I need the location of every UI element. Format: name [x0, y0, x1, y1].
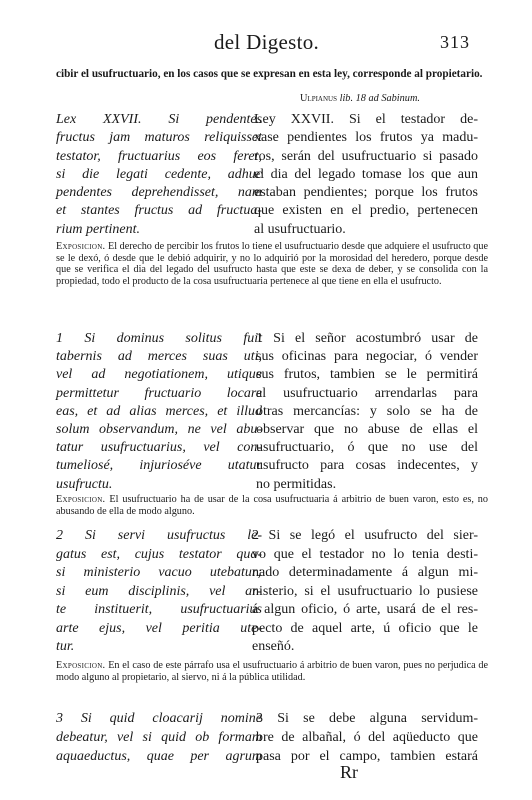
exposicion-label: Exposicion. [56, 660, 106, 671]
spanish-line: al usufructuario arrendarlas para [256, 385, 478, 401]
latin-line: tur. [56, 639, 75, 654]
latin-line: 3 Si quid cloacarij nomine [56, 711, 262, 726]
spanish-line: al usufructuario. [254, 221, 346, 237]
citation-author: Ulpianus [300, 93, 337, 104]
latin-line: aquaeductus, quae per agrum [56, 749, 262, 764]
latin-line: tumeliosé, injurioséve utatur [56, 458, 262, 474]
latin-line: solum observandum, ne vel abu- [56, 422, 262, 438]
latin-line: usufructu. [56, 476, 113, 492]
latin-line: testator, fructuarius eos feret, [56, 148, 262, 164]
spanish-line: Ley XXVII. Si el testador de- [254, 112, 478, 127]
exposicion-lex-27 [56, 241, 488, 287]
latin-column-paragraph-2 [56, 527, 262, 657]
latin-line: gatus est, cujus testator qua- [56, 546, 262, 562]
spanish-line: usufructo para cosas indecentes, y [256, 458, 478, 474]
page-number: 313 [440, 32, 470, 52]
spanish-line: xase pendientes los frutos ya madu- [254, 130, 478, 146]
exposicion-label: Exposicion. [56, 494, 106, 505]
spanish-line: nado determinadamente á algun mi- [252, 565, 478, 580]
spanish-line: usufructuario, ó que no use del [256, 440, 478, 456]
spanish-line: el dia del legado tomase los que aun [254, 166, 478, 182]
spanish-line: 1 Si el señor acostumbró usar de [256, 331, 478, 346]
spanish-line: pecto de aquel arte, ú oficio que le [252, 620, 478, 636]
spanish-line: vo que el testador no lo tenia desti- [252, 546, 478, 562]
spanish-line: á algun oficio, ó arte, usará de el res- [252, 602, 478, 617]
spanish-column-paragraph-2 [252, 527, 478, 657]
latin-line: te instituerit, usufructuarius [56, 602, 262, 617]
latin-line: et stantes fructus ad fructua- [56, 203, 262, 219]
latin-line: fructus jam maturos reliquisset [56, 130, 262, 146]
latin-line: Lex XXVII. Si pendentes [56, 112, 262, 127]
spanish-line: otras mercancías: y solo se ha de [256, 403, 478, 419]
exposicion-paragraph-2 [56, 660, 488, 683]
spanish-line: no permitidas. [256, 476, 337, 492]
latin-line: rium pertinent. [56, 221, 140, 237]
latin-line: tatur usufructuarius, vel con- [56, 440, 262, 456]
latin-column-paragraph-1 [56, 330, 262, 494]
latin-line: 2 Si servi usufructus le- [56, 528, 262, 543]
latin-line: vel ad negotiationem, utique [56, 367, 262, 383]
latin-line: arte ejus, vel peritia ute- [56, 620, 262, 636]
latin-column-lex-27 [56, 111, 262, 239]
spanish-column-paragraph-1 [256, 330, 478, 494]
spanish-column-paragraph-3 [256, 709, 478, 766]
exposicion-text: El usufructuario ha de usar de la cosa usufructuaria á arbitrio de buen varon, esto es, no abusando de ella de modo alguno. [56, 494, 488, 517]
citation-ref: lib. 18 ad Sabinum. [339, 93, 420, 104]
exposicion-text: El derecho de percibir los frutos lo tiene el usufructuario desde que adquiere el usufructo que se le dexó, ó desde que le debió adquirir, y no lo adquirió por la morosidad del heredero, porque desde que se verifica el dia del legado del usufructo hasta que este se dexa de deber, y se consolida con la propiedad, todo el producto de la cosa usufructuaria pertenece al que tiene en ella el usufructo. [56, 241, 488, 287]
latin-line: 1 Si dominus solitus fuit [56, 331, 262, 346]
latin-line: si ministerio vacuo utebatur; [56, 565, 262, 580]
latin-line: si die legati cedente, adhuc [56, 166, 262, 182]
continuation-text: cibir el usufructuario, en los casos que se expresan en esta ley, corresponde al propietario. [56, 68, 483, 80]
spanish-line: nisterio, si el usufructuario lo pusiese [252, 583, 478, 599]
latin-line: si eum disciplinis, vel ar- [56, 583, 262, 599]
latin-line: permittetur fructuario locare [56, 385, 262, 401]
spanish-column-ley-27 [254, 111, 478, 239]
spanish-line: enseñó. [252, 639, 295, 654]
latin-line: tabernis ad merces suas uti, [56, 349, 262, 365]
spanish-line: bre de albañal, ó del aqüeducto que [256, 730, 478, 745]
spanish-line: que existen en el predio, pertenecen [254, 203, 478, 219]
latin-column-paragraph-3 [56, 709, 262, 766]
latin-line: pendentes deprehendisset, nam [56, 185, 262, 201]
spanish-line: 3 Si se debe alguna servidum- [256, 711, 478, 726]
latin-line: debeatur, vel si quid ob formam [56, 730, 262, 745]
spanish-line: ros, serán del usufructuario si pasado [254, 148, 478, 164]
exposicion-text: En el caso de este párrafo usa el usufructuario á arbitrio de buen varon, pues no perjudica de modo alguno al propietario, al siervo, ni á la pública utilidad. [56, 660, 488, 683]
signature-mark: Rr [340, 762, 358, 782]
spanish-line: 2 Si se legó el usufructo del sier- [252, 528, 478, 543]
spanish-line: observar que no abuse de ellas el [256, 422, 478, 438]
running-header-title: del Digesto. [214, 30, 320, 54]
spanish-line: estaban pendientes; porque los frutos [254, 185, 478, 201]
spanish-line: pasa por el campo, tambien estará [256, 749, 478, 764]
spanish-line: sus oficinas para negociar, ó vender [256, 349, 478, 365]
spanish-line: sus frutos, tambien se le permitirá [256, 367, 478, 383]
exposicion-paragraph-1 [56, 494, 488, 517]
citation [300, 93, 420, 104]
exposicion-label: Exposicion. [56, 241, 106, 252]
latin-line: eas, et ad alias merces, et illud [56, 403, 262, 419]
